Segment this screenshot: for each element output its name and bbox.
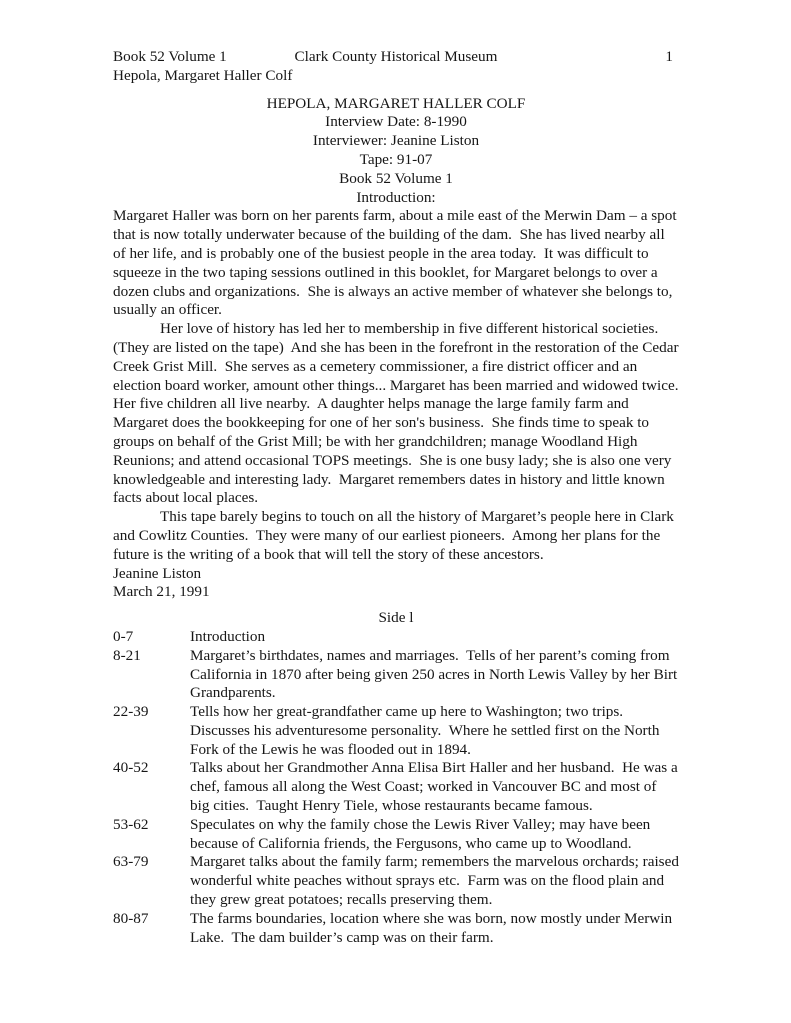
intro-paragraph-3: This tape barely begins to touch on all the history of Margaret’s people here in Clark and Cowlitz Counties. They were many of our earliest pioneers. Among her plans for the future is the writing of a book that will tell the story of these ancestors.: [113, 508, 678, 563]
tape-entry-description: Margaret’s birthdates, names and marriages. Tells of her parent’s coming from California in 1870 after being given 250 acres in North Lewis Valley by her Birt Grandparents.: [190, 646, 682, 702]
interview-title: HEPOLA, MARGARET HALLER COLF: [266, 94, 526, 112]
tape-log-entry: [113, 853, 683, 909]
tape-log-entry: [113, 759, 682, 815]
tape-entry-description: The farms boundaries, location where she was born, now mostly under Merwin Lake. The dam builder’s camp was on their farm.: [190, 909, 676, 946]
signature-name: Jeanine Liston: [113, 564, 202, 582]
tape-entry-description: Tells how her great-grandfather came up here to Washington; two trips. Discusses his adventuresome personality. Where he settled first on the North Fork of the Lewis he was flooded out in 1894.: [190, 703, 664, 758]
tape-counter: 0-7: [113, 627, 134, 645]
tape-entry-description: Margaret talks about the family farm; remembers the marvelous orchards; raised wonderful white peaches without sprays etc. Farm was on the flood plain and they grew great potatoes; recalls preserving them.: [190, 853, 683, 909]
tape-counter: 8-21: [113, 646, 141, 664]
page-header: [113, 48, 679, 67]
header-page-number: 1: [665, 48, 673, 65]
side-1-heading: Side l: [378, 609, 414, 627]
tape-log-entry: [113, 646, 682, 703]
tape-log-entry: [113, 628, 679, 647]
tape-counter: 53-62: [113, 815, 149, 833]
header-subject-name: Hepola, Margaret Haller Colf: [113, 66, 293, 84]
title-block: [113, 95, 679, 208]
header-book-volume: Book 52 Volume 1: [113, 48, 227, 65]
tape-entry-description: Speculates on why the family chose the Lewis River Valley; may have been because of California friends, the Fergusons, who came up to Woodland.: [190, 815, 655, 852]
interview-date: Interview Date: 8-1990: [325, 113, 467, 131]
book-volume: Book 52 Volume 1: [339, 169, 453, 187]
header-museum-title: Clark County Historical Museum: [294, 48, 498, 65]
tape-log-entry: [113, 703, 679, 759]
tape-counter: 40-52: [113, 759, 149, 777]
signature-date: March 21, 1991: [113, 583, 210, 601]
tape-counter: 22-39: [113, 703, 149, 721]
document-content: [113, 48, 687, 947]
tape-number: Tape: 91-07: [359, 150, 433, 168]
tape-log-entry: [113, 910, 679, 948]
tape-entry-description: Introduction: [190, 627, 266, 645]
intro-paragraph-1: Margaret Haller was born on her parents farm, about a mile east of the Merwin Dam – a spot that is now totally underwater because of the building of the dam. She has lived nearby all of her life, and is probably one of the busiest people in the area today. It was difficult to squeeze in the two taping sessions outlined in this booklet, for Margaret belongs to over a dozen clubs and organizations. She is always an active member of whatever she belongs to, usually an officer.: [113, 207, 681, 319]
tape-log-entry: [113, 816, 679, 854]
intro-paragraph-2: Her love of history has led her to membership in five different historical societies. (They are listed on the tape) And she has been in the forefront in the restoration of the Cedar Creek Grist Mill. She serves as a cemetery commissioner, a fire district officer and an election board worker, amount other things... Margaret has been married and widowed twice. Her five children all live nearby. A daughter helps manage the large family farm and Margaret does the bookkeeping for one of her son's business. She finds time to speak to groups on behalf of the Grist Mill; be with her grandchildren; manage Woodland High Reunions; and attend occasional TOPS meetings. She is one busy lady; she is also one very knowledgeable and interesting lady. Margaret remembers dates in history and little known facts about local places.: [113, 320, 687, 507]
tape-entry-description: Talks about her Grandmother Anna Elisa Birt Haller and her husband. He was a chef, famous all along the West Coast; worked in Vancouver BC and most of big cities. Taught Henry Tiele, whose restaurants became famous.: [190, 759, 682, 815]
tape-counter: 63-79: [113, 853, 149, 871]
interviewer-name: Interviewer: Jeanine Liston: [312, 132, 480, 150]
tape-counter: 80-87: [113, 909, 149, 927]
introduction-label: Introduction:: [356, 188, 436, 206]
